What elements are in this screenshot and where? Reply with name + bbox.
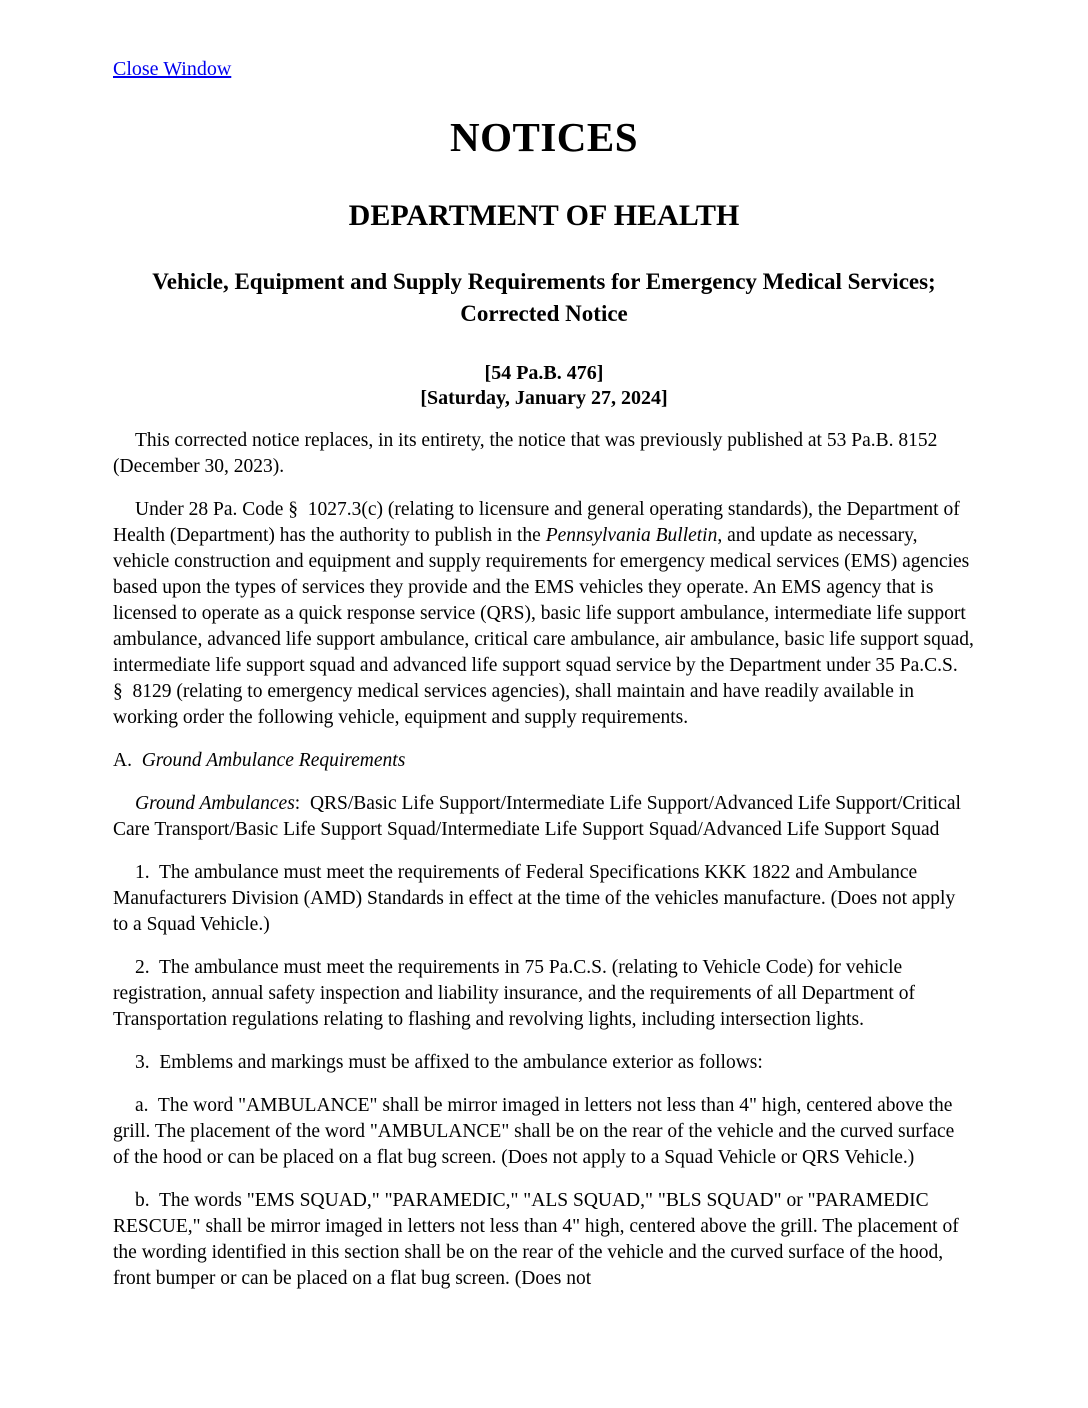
paragraph bbox=[113, 791, 975, 843]
paragraph bbox=[113, 497, 975, 731]
italic-text-run: Ground Ambulance Requirements bbox=[141, 750, 406, 772]
italic-text-run: Pennsylvania Bulletin bbox=[545, 525, 718, 547]
paragraph bbox=[113, 955, 975, 1033]
bulletin-citation: [54 Pa.B. 476] bbox=[484, 362, 604, 385]
notice-title-line2: Corrected Notice bbox=[460, 301, 628, 327]
paragraph bbox=[113, 1188, 975, 1292]
close-window-link[interactable]: Close Window bbox=[113, 58, 232, 80]
document-page bbox=[113, 58, 975, 1292]
text-run: a. The word "AMBULANCE" shall be mirror imaged in letters not less than 4" high, centered above the grill. The placement of the word "AMBULANCE" shall be on the rear of the vehicle and the curved surface of the hood or can be placed on a flat bug screen. (Does not apply to a Squad Vehicle or QRS Vehicle.) bbox=[113, 1095, 955, 1169]
text-run: : QRS/Basic Life Support/Intermediate Life Support/Advanced Life Support/Critical Care Transport/Basic Life Support Squad/Intermediate Life Support Squad/Advanced Life Support Squad bbox=[113, 793, 961, 841]
notice-body bbox=[113, 428, 975, 1292]
page-title: NOTICES bbox=[449, 114, 639, 160]
text-run: 1. The ambulance must meet the requirements of Federal Specifications KKK 1822 and Ambulance Manufacturers Division (AMD) Standards in effect at the time of the vehicles manufacture. (Does not apply to a Squad Vehicle.) bbox=[113, 862, 956, 936]
italic-text-run: Ground Ambulances bbox=[135, 793, 295, 815]
paragraph bbox=[113, 1050, 975, 1076]
text-run: , and update as necessary, vehicle construction and equipment and supply requirements for emergency medical services (EMS) agencies based upon the types of services they provide and the EMS vehicles they operate. An EMS agency that is licensed to operate as a quick response service (QRS), basic life support ambulance, intermediate life support ambulance, advanced life support ambulance, critical care ambulance, air ambulance, basic life support squad, intermediate life support squad and advanced life support squad service by the Department under 35 Pa.C.S. § 8129 (relating to emergency medical services agencies), shall maintain and have readily available in working order the following vehicle, equipment and supply requirements. bbox=[113, 525, 974, 729]
bulletin-citation-block bbox=[113, 361, 975, 411]
paragraph bbox=[113, 428, 975, 480]
notice-title bbox=[113, 266, 975, 330]
department-heading: DEPARTMENT OF HEALTH bbox=[348, 199, 740, 232]
bulletin-date: [Saturday, January 27, 2024] bbox=[420, 387, 668, 410]
text-run: 3. Emblems and markings must be affixed to the ambulance exterior as follows: bbox=[135, 1052, 763, 1074]
text-run: b. The words "EMS SQUAD," "PARAMEDIC," "ALS SQUAD," "BLS SQUAD" or "PARAMEDIC RESCUE," shall be mirror imaged in letters not less than 4" high, centered above the grill. The placement of the wording identified in this section shall be on the rear of the vehicle and the curved surface of the hood, front bumper or can be placed on a flat bug screen. (Does not bbox=[113, 1190, 959, 1290]
paragraph bbox=[113, 748, 975, 774]
text-run: A. bbox=[113, 750, 142, 772]
paragraph bbox=[113, 1093, 975, 1171]
notice-title-line1: Vehicle, Equipment and Supply Requirements for Emergency Medical Services; bbox=[152, 269, 936, 294]
text-run: 2. The ambulance must meet the requirements in 75 Pa.C.S. (relating to Vehicle Code) for vehicle registration, annual safety inspection and liability insurance, and the requirements of all Department of Transportation regulations relating to flashing and revolving lights, including intersection lights. bbox=[113, 957, 915, 1031]
paragraph bbox=[113, 860, 975, 938]
text-run: This corrected notice replaces, in its entirety, the notice that was previously published at 53 Pa.B. 8152 (December 30, 2023). bbox=[113, 430, 938, 478]
text-run: Under 28 Pa. Code § 1027.3(c) (relating to licensure and general operating standards), the Department of Health (Department) has the authority to publish in the bbox=[113, 499, 960, 547]
